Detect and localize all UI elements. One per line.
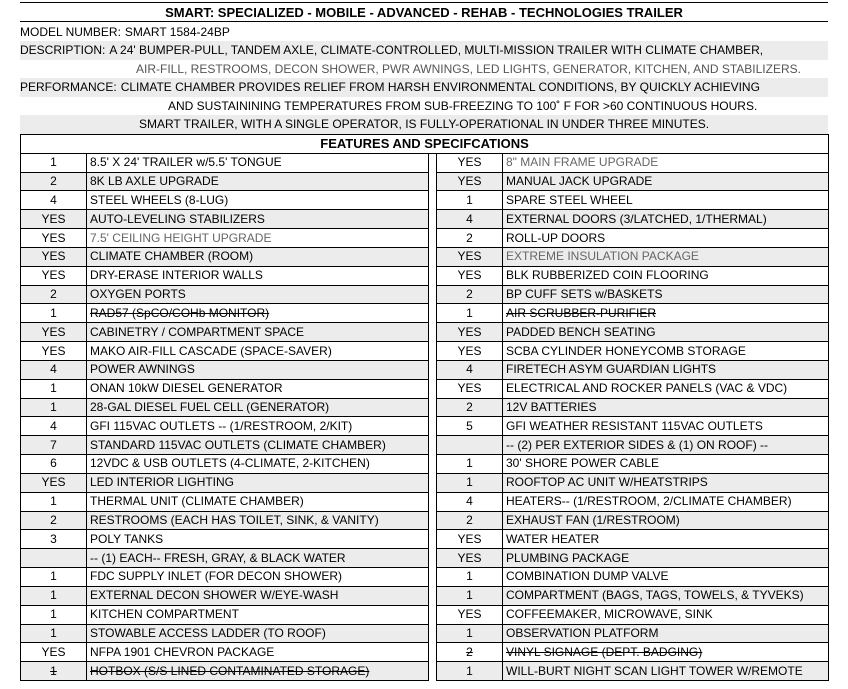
column-gap (429, 549, 437, 568)
left-quantity: 1 (21, 492, 87, 511)
description-row (20, 41, 828, 60)
table-row (21, 172, 829, 191)
right-description: COFFEEMAKER, MICROWAVE, SINK (503, 605, 829, 624)
table-row (21, 304, 829, 323)
right-quantity: 2 (437, 398, 503, 417)
right-quantity: 4 (437, 360, 503, 379)
left-description: MAKO AIR-FILL CASCADE (SPACE-SAVER) (87, 342, 429, 361)
right-quantity: YES (437, 530, 503, 549)
left-description: 7.5' CEILING HEIGHT UPGRADE (87, 229, 429, 248)
right-quantity: 2 (437, 229, 503, 248)
description-line-1: A 24' BUMPER-PULL, TANDEM AXLE, CLIMATE-CONTROLLED, MULTI-MISSION TRAILER WITH CLIMATE CHAMBER, (109, 43, 764, 57)
left-quantity: 1 (21, 605, 87, 624)
table-row (21, 323, 829, 342)
right-description: 30' SHORE POWER CABLE (503, 455, 829, 474)
left-quantity: 4 (21, 417, 87, 436)
performance-label: PERFORMANCE: (20, 80, 117, 94)
left-description: AUTO-LEVELING STABILIZERS (87, 210, 429, 229)
left-description: STEEL WHEELS (8-LUG) (87, 191, 429, 210)
left-quantity: 4 (21, 360, 87, 379)
table-row (21, 210, 829, 229)
column-gap (429, 304, 437, 323)
column-gap (429, 323, 437, 342)
table-row (21, 624, 829, 643)
left-quantity: 7 (21, 436, 87, 455)
column-gap (429, 473, 437, 492)
column-gap (429, 360, 437, 379)
right-quantity: 4 (437, 210, 503, 229)
features-title: FEATURES AND SPECIFCATIONS (21, 135, 829, 154)
left-description: RESTROOMS (EACH HAS TOILET, SINK, & VANITY) (87, 511, 429, 530)
column-gap (429, 379, 437, 398)
right-description: ELECTRICAL AND ROCKER PANELS (VAC & VDC) (503, 379, 829, 398)
table-row (21, 492, 829, 511)
right-description: OBSERVATION PLATFORM (503, 624, 829, 643)
right-description: AIR SCRUBBER-PURIFIER (503, 304, 829, 323)
table-row (21, 153, 829, 172)
column-gap (429, 229, 437, 248)
left-description: 12VDC & USB OUTLETS (4-CLIMATE, 2-KITCHEN) (87, 455, 429, 474)
right-quantity: 1 (437, 455, 503, 474)
right-description: EXHAUST FAN (1/RESTROOM) (503, 511, 829, 530)
column-gap (429, 511, 437, 530)
left-quantity: YES (21, 247, 87, 266)
right-description: SPARE STEEL WHEEL (503, 191, 829, 210)
right-description: WILL-BURT NIGHT SCAN LIGHT TOWER W/REMOTE (503, 662, 829, 681)
left-description: 8.5' X 24' TRAILER w/5.5' TONGUE (87, 153, 429, 172)
right-quantity: 2 (437, 643, 503, 662)
right-quantity: YES (437, 153, 503, 172)
left-quantity: 4 (21, 191, 87, 210)
left-description: THERMAL UNIT (CLIMATE CHAMBER) (87, 492, 429, 511)
left-quantity: 1 (21, 586, 87, 605)
left-description: -- (1) EACH-- FRESH, GRAY, & BLACK WATER (87, 549, 429, 568)
table-row (21, 191, 829, 210)
table-row (21, 285, 829, 304)
right-description: 8" MAIN FRAME UPGRADE (503, 153, 829, 172)
right-description: BLK RUBBERIZED COIN FLOORING (503, 266, 829, 285)
performance-line-2: AND SUSTAININING TEMPERATURES FROM SUB-FREEZING TO 100˚ F FOR >60 CONTINUOUS HOURS. (168, 99, 758, 113)
right-quantity: YES (437, 342, 503, 361)
left-quantity: 1 (21, 304, 87, 323)
column-gap (429, 568, 437, 587)
left-description: GFI 115VAC OUTLETS -- (1/RESTROOM, 2/KIT) (87, 417, 429, 436)
left-description: EXTERNAL DECON SHOWER W/EYE-WASH (87, 586, 429, 605)
column-gap (429, 172, 437, 191)
right-description: COMPARTMENT (BAGS, TAGS, TOWELS, & TYVEKS) (503, 586, 829, 605)
right-description: FIRETECH ASYM GUARDIAN LIGHTS (503, 360, 829, 379)
table-row (21, 662, 829, 681)
left-description: STANDARD 115VAC OUTLETS (CLIMATE CHAMBER) (87, 436, 429, 455)
column-gap (429, 266, 437, 285)
table-row (21, 360, 829, 379)
right-quantity (437, 436, 503, 455)
column-gap (429, 398, 437, 417)
left-description: KITCHEN COMPARTMENT (87, 605, 429, 624)
table-row (21, 455, 829, 474)
model-number-row (20, 23, 828, 42)
left-quantity: YES (21, 210, 87, 229)
left-quantity: 1 (21, 662, 87, 681)
left-description: NFPA 1901 CHEVRON PACKAGE (87, 643, 429, 662)
right-description: ROLL-UP DOORS (503, 229, 829, 248)
column-gap (429, 586, 437, 605)
column-gap (429, 605, 437, 624)
left-description: OXYGEN PORTS (87, 285, 429, 304)
right-quantity: 2 (437, 285, 503, 304)
left-description: FDC SUPPLY INLET (FOR DECON SHOWER) (87, 568, 429, 587)
table-row (21, 473, 829, 492)
performance-line-1: CLIMATE CHAMBER PROVIDES RELIEF FROM HARSH ENVIRONMENTAL CONDITIONS, BY QUICKLY ACHIEVING (120, 80, 760, 94)
right-quantity: YES (437, 549, 503, 568)
left-quantity: 2 (21, 511, 87, 530)
left-description: HOTBOX (S/S LINED CONTAMINATED STORAGE) (87, 662, 429, 681)
left-description: LED INTERIOR LIGHTING (87, 473, 429, 492)
left-description: 8K LB AXLE UPGRADE (87, 172, 429, 191)
left-description: CLIMATE CHAMBER (ROOM) (87, 247, 429, 266)
column-gap (429, 643, 437, 662)
left-quantity: YES (21, 643, 87, 662)
left-quantity: 3 (21, 530, 87, 549)
column-gap (429, 210, 437, 229)
left-description: DRY-ERASE INTERIOR WALLS (87, 266, 429, 285)
right-description: WATER HEATER (503, 530, 829, 549)
model-label: MODEL NUMBER: (20, 25, 121, 39)
right-description: MANUAL JACK UPGRADE (503, 172, 829, 191)
right-quantity: 2 (437, 511, 503, 530)
table-row (21, 379, 829, 398)
column-gap (429, 285, 437, 304)
right-quantity: 1 (437, 473, 503, 492)
right-quantity: YES (437, 323, 503, 342)
right-quantity: YES (437, 247, 503, 266)
right-quantity: YES (437, 266, 503, 285)
left-description: ONAN 10kW DIESEL GENERATOR (87, 379, 429, 398)
model-value: SMART 1584-24BP (124, 25, 230, 39)
left-description: POLY TANKS (87, 530, 429, 549)
table-row (21, 511, 829, 530)
description-label: DESCRIPTION: (20, 43, 106, 57)
table-row (21, 247, 829, 266)
column-gap (429, 153, 437, 172)
left-quantity: 2 (21, 172, 87, 191)
column-gap (429, 247, 437, 266)
left-quantity: YES (21, 229, 87, 248)
description-line-2: AIR-FILL, RESTROOMS, DECON SHOWER, PWR AWNINGS, LED LIGHTS, GENERATOR, KITCHEN, AND STABILIZERS. (136, 62, 801, 76)
table-row (21, 398, 829, 417)
column-gap (429, 342, 437, 361)
right-description: SCBA CYLINDER HONEYCOMB STORAGE (503, 342, 829, 361)
right-description: HEATERS-- (1/RESTROOM, 2/CLIMATE CHAMBER) (503, 492, 829, 511)
right-quantity: YES (437, 172, 503, 191)
table-row (21, 530, 829, 549)
column-gap (429, 436, 437, 455)
right-description: 12V BATTERIES (503, 398, 829, 417)
right-description: ROOFTOP AC UNIT W/HEATSTRIPS (503, 473, 829, 492)
page-title: SMART: SPECIALIZED - MOBILE - ADVANCED - REHAB - TECHNOLOGIES TRAILER (20, 2, 828, 22)
right-description: -- (2) PER EXTERIOR SIDES & (1) ON ROOF) -- (503, 436, 829, 455)
left-quantity: YES (21, 342, 87, 361)
right-quantity: 1 (437, 568, 503, 587)
left-quantity: 1 (21, 379, 87, 398)
right-quantity: YES (437, 605, 503, 624)
right-quantity: 1 (437, 662, 503, 681)
right-quantity: 4 (437, 492, 503, 511)
right-quantity: 1 (437, 624, 503, 643)
right-quantity: YES (437, 379, 503, 398)
left-quantity: 6 (21, 455, 87, 474)
left-description: POWER AWNINGS (87, 360, 429, 379)
right-description: EXTERNAL DOORS (3/LATCHED, 1/THERMAL) (503, 210, 829, 229)
table-row (21, 605, 829, 624)
column-gap (429, 455, 437, 474)
right-quantity: 1 (437, 304, 503, 323)
left-quantity: 1 (21, 568, 87, 587)
table-row (21, 229, 829, 248)
column-gap (429, 624, 437, 643)
right-description: EXTREME INSULATION PACKAGE (503, 247, 829, 266)
operator-line: SMART TRAILER, WITH A SINGLE OPERATOR, IS FULLY-OPERATIONAL IN UNDER THREE MINUTES. (20, 115, 828, 134)
table-row (21, 643, 829, 662)
right-quantity: 1 (437, 191, 503, 210)
left-description: CABINETRY / COMPARTMENT SPACE (87, 323, 429, 342)
right-description: COMBINATION DUMP VALVE (503, 568, 829, 587)
table-row (21, 586, 829, 605)
table-row (21, 549, 829, 568)
left-description: 28-GAL DIESEL FUEL CELL (GENERATOR) (87, 398, 429, 417)
right-description: PADDED BENCH SEATING (503, 323, 829, 342)
table-row (21, 342, 829, 361)
left-quantity (21, 549, 87, 568)
table-row (21, 266, 829, 285)
column-gap (429, 662, 437, 681)
table-row (21, 568, 829, 587)
right-description: GFI WEATHER RESISTANT 115VAC OUTLETS (503, 417, 829, 436)
left-description: STOWABLE ACCESS LADDER (TO ROOF) (87, 624, 429, 643)
right-description: VINYL SIGNAGE (DEPT. BADGING) (503, 643, 829, 662)
left-quantity: 1 (21, 153, 87, 172)
features-table (20, 134, 829, 681)
right-quantity: 5 (437, 417, 503, 436)
right-description: PLUMBING PACKAGE (503, 549, 829, 568)
column-gap (429, 417, 437, 436)
left-quantity: 1 (21, 398, 87, 417)
table-row (21, 417, 829, 436)
right-quantity: 1 (437, 586, 503, 605)
left-quantity: YES (21, 266, 87, 285)
left-description: RAD57 (SpCO/COHb MONITOR) (87, 304, 429, 323)
column-gap (429, 530, 437, 549)
column-gap (429, 492, 437, 511)
left-quantity: 1 (21, 624, 87, 643)
right-description: BP CUFF SETS w/BASKETS (503, 285, 829, 304)
column-gap (429, 191, 437, 210)
left-quantity: 2 (21, 285, 87, 304)
table-row (21, 436, 829, 455)
left-quantity: YES (21, 323, 87, 342)
left-quantity: YES (21, 473, 87, 492)
performance-row (20, 78, 828, 97)
